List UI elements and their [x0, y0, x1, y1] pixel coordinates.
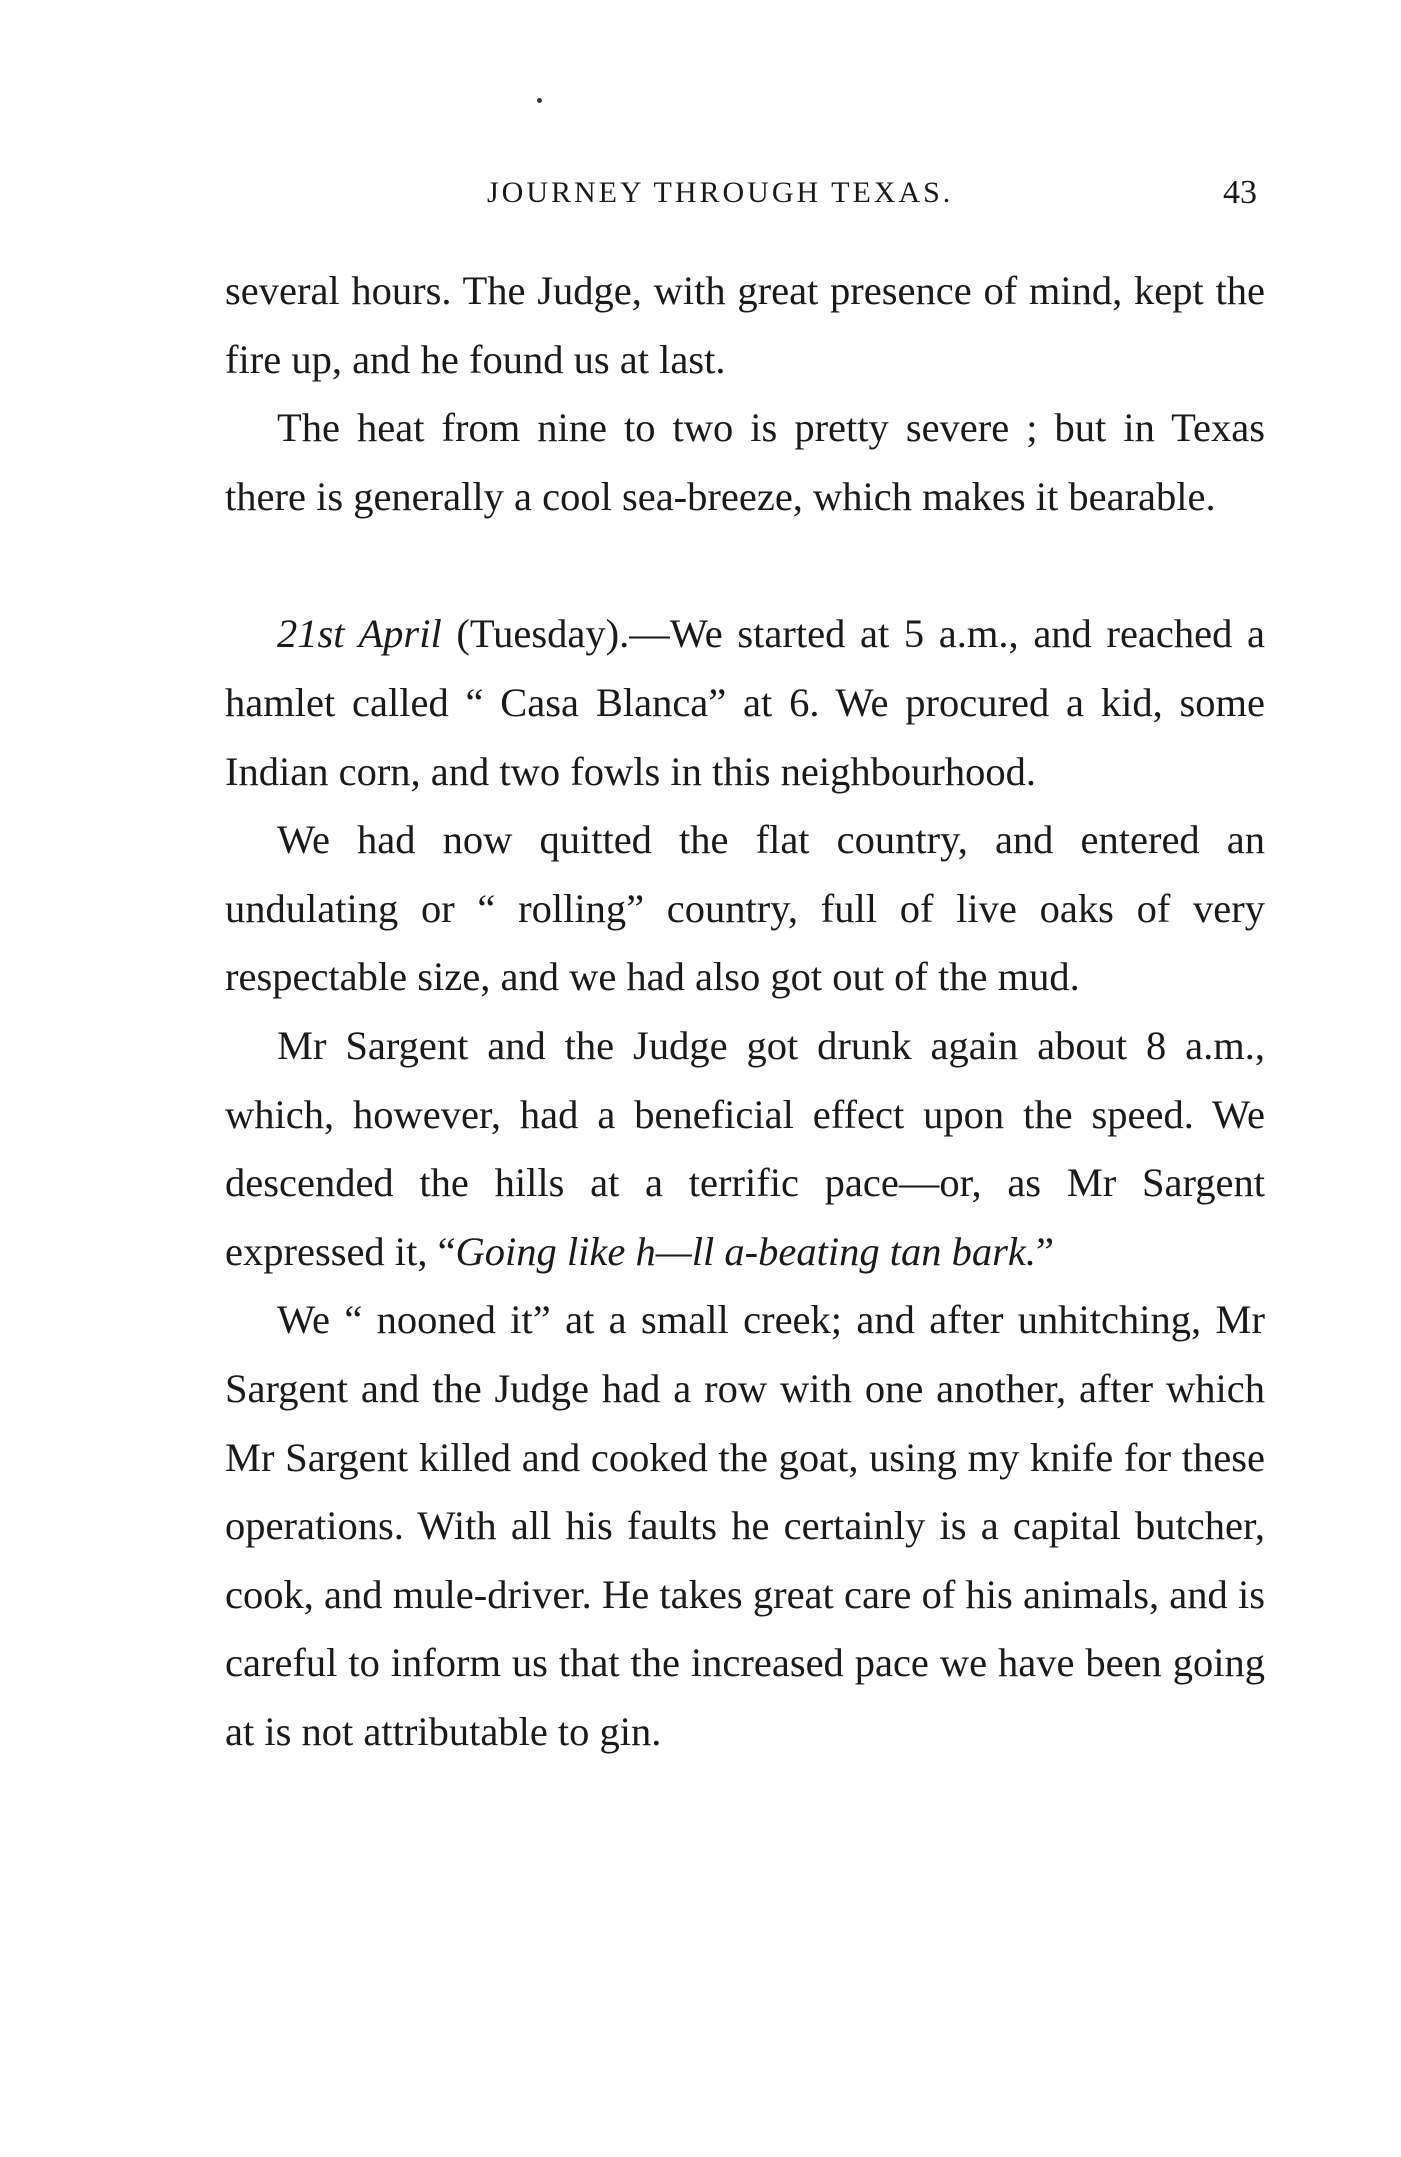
paragraph-4: We had now quitted the flat country, and entered an undulating or “ rolling” country, full of live oaks of very respectable size, and we had also got out of the mud.	[225, 817, 1265, 1000]
paragraph-5	[225, 1012, 1265, 1286]
date-heading: 21st April	[277, 611, 442, 657]
running-header	[225, 168, 1265, 218]
paragraph-3	[225, 600, 1265, 806]
stray-mark	[537, 98, 542, 103]
page-number: 43	[1223, 174, 1257, 211]
closing-quote: ”	[1035, 1228, 1054, 1274]
paragraph-3-text: (Tuesday).—We started at 5 a.m., and reached a hamlet called “ Casa Blanca” at 6. We procured a kid, some Indian corn, and two fowls in this neighbourhood.	[225, 611, 1265, 794]
paragraph-5-text: Mr Sargent and the Judge got drunk again about 8 a.m., which, however, had a beneficial effect upon the speed. We descended the hills at a terrific pace—or, as Mr Sargent expressed it, “	[225, 1022, 1265, 1274]
paragraph-6: We “ nooned it” at a small creek; and after unhitching, Mr Sargent and the Judge had a row with one another, after which Mr Sargent killed and cooked the goat, using my knife for these operations. With all his faults he certainly is a capital butcher, cook, and mule-driver. He takes great care of his animals, and is careful to inform us that the increased pace we have been going at is not attributable to gin.	[225, 1297, 1265, 1754]
quoted-expression: Going like h—ll a-beating tan bark.	[455, 1228, 1036, 1274]
paragraph-1: several hours. The Judge, with great presence of mind, kept the fire up, and he found us at last.	[225, 268, 1265, 382]
running-title: JOURNEY THROUGH TEXAS.	[487, 176, 954, 209]
section-gap	[225, 531, 1265, 600]
paragraph-2: The heat from nine to two is pretty severe ; but in Texas there is generally a cool sea-breeze, which makes it bearable.	[225, 405, 1265, 519]
body-text	[225, 257, 1265, 1766]
